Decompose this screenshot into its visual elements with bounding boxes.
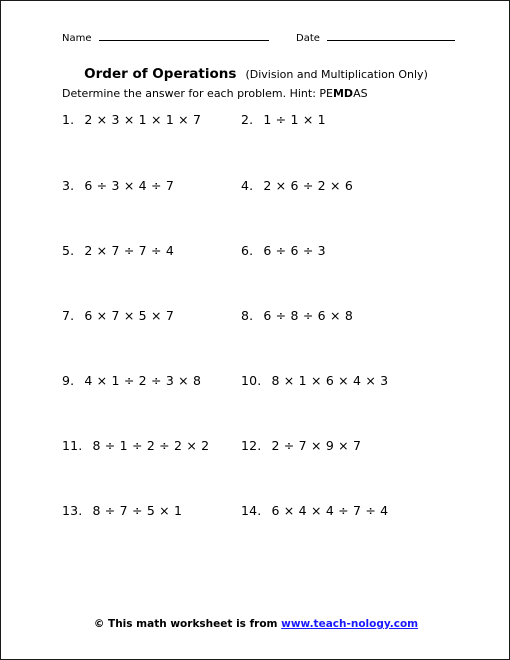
problem-number: 13. [62,503,83,518]
problem-number: 5. [62,243,75,258]
problem-9 [62,373,201,388]
problem-14 [241,503,388,518]
source-link[interactable]: www.teach-nology.com [281,618,419,630]
problem-3 [62,178,174,193]
date-label: Date [296,33,320,44]
problem-expression: 2 × 7 ÷ 7 ÷ 4 [84,243,175,258]
name-label: Name [62,33,92,44]
problem-5 [62,243,174,258]
problem-6 [241,243,326,258]
footer [1,618,510,630]
problem-number: 4. [241,178,254,193]
problem-expression: 8 × 1 × 6 × 4 × 3 [271,373,389,388]
problem-expression: 1 ÷ 1 × 1 [263,112,326,127]
problem-number: 11. [62,438,83,453]
problem-number: 6. [241,243,254,258]
problem-1 [62,112,201,127]
problem-expression: 8 ÷ 1 ÷ 2 ÷ 2 × 2 [92,438,210,453]
problem-expression: 6 × 7 × 5 × 7 [84,308,175,323]
problem-expression: 2 × 6 ÷ 2 × 6 [263,178,354,193]
problem-13 [62,503,182,518]
problem-number: 1. [62,112,75,127]
problem-number: 9. [62,373,75,388]
problem-4 [241,178,353,193]
problem-expression: 6 × 4 × 4 ÷ 7 ÷ 4 [271,503,389,518]
problem-expression: 8 ÷ 7 ÷ 5 × 1 [92,503,183,518]
title-main: Order of Operations [84,66,237,82]
problem-expression: 4 × 1 ÷ 2 ÷ 3 × 8 [84,373,202,388]
problem-number: 8. [241,308,254,323]
problem-expression: 2 ÷ 7 × 9 × 7 [271,438,362,453]
problem-10 [241,373,388,388]
hint-tail: AS [353,87,368,100]
problem-2 [241,112,326,127]
problem-number: 3. [62,178,75,193]
problem-number: 10. [241,373,262,388]
problem-12 [241,438,361,453]
hint-bold: MD [332,87,354,100]
problem-number: 2. [241,112,254,127]
problem-number: 12. [241,438,262,453]
problem-expression: 2 × 3 × 1 × 1 × 7 [84,112,202,127]
problem-11 [62,438,209,453]
problem-expression: 6 ÷ 8 ÷ 6 × 8 [263,308,354,323]
instructions-text: Determine the answer for each problem. Hint: PE [62,87,333,100]
problem-number: 14. [241,503,262,518]
problem-expression: 6 ÷ 6 ÷ 3 [263,243,326,258]
problem-7 [62,308,174,323]
problem-number: 7. [62,308,75,323]
footer-text: © This math worksheet is from [93,618,282,630]
problem-grid [1,1,510,601]
problem-8 [241,308,353,323]
title-subtitle: (Division and Multiplication Only) [245,68,428,81]
problem-expression: 6 ÷ 3 × 4 ÷ 7 [84,178,175,193]
